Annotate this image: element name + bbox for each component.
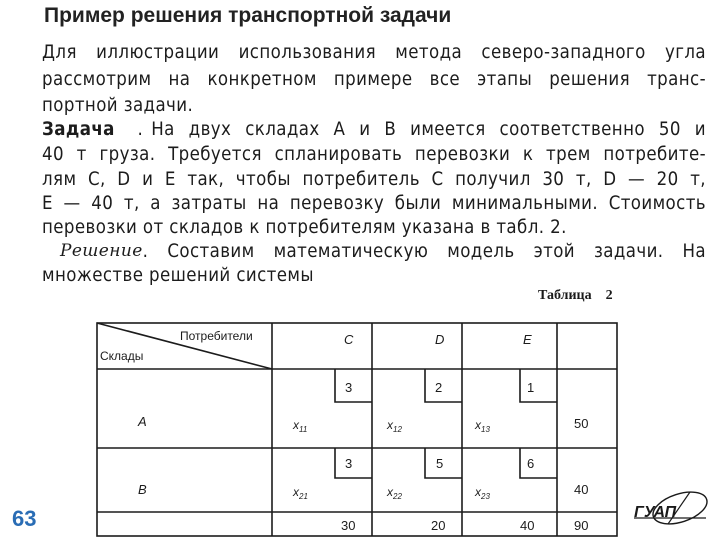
- task-line: 40 т груза. Требуется спланировать перевозки к трем потребите-: [42, 144, 706, 165]
- task-line: На двух складах A и B имеется соответственно 50 и: [151, 119, 706, 140]
- variable-cell: $x_{12}$: [387, 418, 402, 434]
- header-consumers-label: Потребители: [180, 329, 253, 343]
- table-caption-number: 2: [605, 288, 613, 303]
- solution-line: . Составим математическую модель этой задачи. На: [142, 241, 706, 262]
- solution-line: множестве решений системы: [42, 265, 314, 286]
- header-warehouses-label: Склады: [100, 349, 144, 363]
- variable-cell: $x_{21}$: [293, 485, 308, 501]
- variable-cell: $x_{11}$: [293, 418, 308, 434]
- cost-cell: 6: [527, 456, 535, 471]
- paragraph-line: рассмотрим на конкретном примере все этапы решения транс-: [42, 69, 706, 90]
- slide-number: 63: [12, 506, 37, 531]
- logo-text: ГУАП: [634, 504, 677, 521]
- demand-cell: 30: [341, 518, 356, 533]
- consumer-d: D: [435, 332, 445, 347]
- task-line: лям C, D и E так, чтобы потребитель C получил 30 т, D — 20 т,: [42, 169, 706, 190]
- consumer-e: E: [523, 332, 532, 347]
- university-logo: [628, 484, 712, 532]
- paragraph-line: портной задачи.: [42, 95, 194, 116]
- supply-cell: 40: [574, 482, 589, 497]
- cost-cell: 1: [527, 380, 535, 395]
- consumer-c: C: [344, 332, 354, 347]
- warehouse-a: A: [138, 414, 147, 429]
- table-border: [97, 323, 617, 536]
- variable-cell: $x_{23}$: [475, 485, 490, 501]
- task-line: E — 40 т, а затраты на перевозку были минимальными. Стоимость: [42, 193, 706, 214]
- cost-cell: 2: [435, 380, 443, 395]
- supply-cell: 50: [574, 416, 589, 431]
- paragraph-line: Для иллюстрации использования метода северо-западного угла: [42, 42, 706, 63]
- cost-cell: 5: [436, 456, 444, 471]
- cost-cell: 3: [345, 380, 353, 395]
- task-dot: .: [137, 119, 144, 140]
- demand-cell: 40: [520, 518, 535, 533]
- variable-cell: $x_{13}$: [475, 418, 490, 434]
- warehouse-b: B: [138, 482, 147, 497]
- cost-cell: 3: [345, 456, 353, 471]
- solution-label: Решение: [60, 241, 143, 261]
- variable-cell: $x_{22}$: [387, 485, 402, 501]
- total-cell: 90: [574, 518, 589, 533]
- task-label: Задача: [42, 119, 115, 140]
- demand-cell: 20: [431, 518, 446, 533]
- task-line: перевозки от складов к потребителям указана в табл. 2.: [42, 217, 567, 238]
- page-title: Пример решения транспортной задачи: [44, 4, 452, 27]
- table-caption-label: Таблица: [538, 288, 592, 303]
